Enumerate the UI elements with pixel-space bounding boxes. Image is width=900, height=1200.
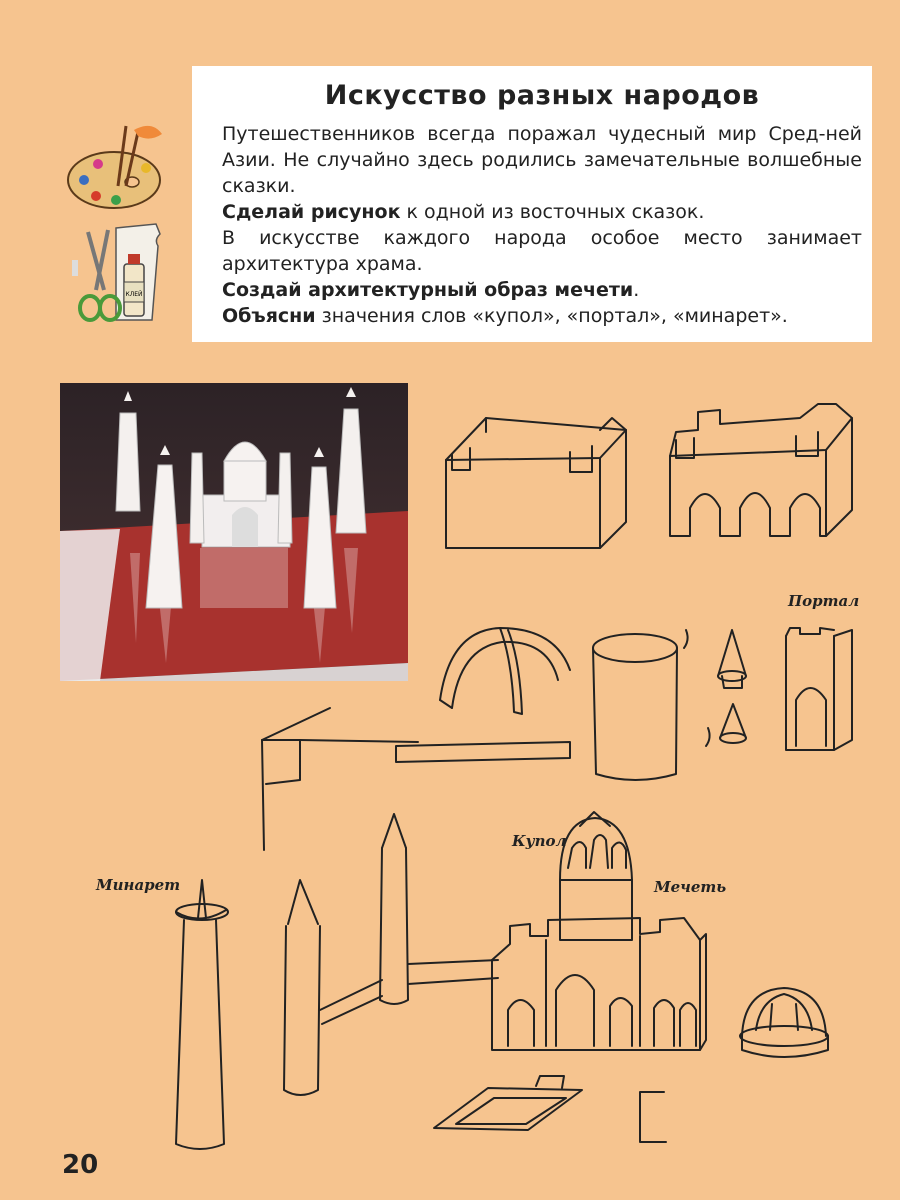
paragraph-2-text: к одной из восточных сказок.: [400, 201, 705, 223]
paper-strip-drawing: [396, 742, 570, 762]
cone-drawings: [684, 630, 746, 746]
paragraph-5-bold: Объясни: [222, 305, 316, 327]
paper-box-drawing: [446, 418, 626, 548]
minaret-drawings: [176, 814, 408, 1149]
cylinder-drawing: [593, 634, 677, 780]
portal-label: Портал: [788, 592, 860, 610]
dome-strips-drawing: [440, 628, 570, 714]
paper-square-drawing: [640, 1092, 666, 1142]
paragraph-3-text: В искусстве каждого народа особое место занимает архитектура храма.: [222, 227, 862, 275]
dome-label: Купол: [512, 832, 567, 850]
minaret-label: Минарет: [96, 876, 181, 894]
paragraph-5-text: значения слов «купол», «портал», «минарет».: [315, 305, 788, 327]
paragraph-1-text: Путешественников всегда поражал чудесный мир Сред-ней Азии. Не случайно здесь родились замечательные волшебные сказки.: [222, 123, 862, 197]
portal-drawing: [786, 628, 852, 750]
base-template-drawing: [434, 1076, 582, 1130]
mosque-label: Мечеть: [654, 878, 727, 896]
paragraph-4-text: .: [633, 279, 640, 301]
arched-box-drawing: [670, 404, 852, 536]
folded-sheet-drawing: [262, 708, 418, 850]
page-number: 20: [62, 1150, 99, 1180]
glue-label: КЛЕЙ: [125, 291, 143, 298]
page-title: Искусство разных народов: [324, 80, 760, 111]
paragraph-2-bold: Сделай рисунок: [222, 201, 401, 223]
small-dome-drawing: [740, 988, 828, 1057]
paragraph-4-bold: Создай архитектурный образ мечети: [222, 279, 634, 301]
